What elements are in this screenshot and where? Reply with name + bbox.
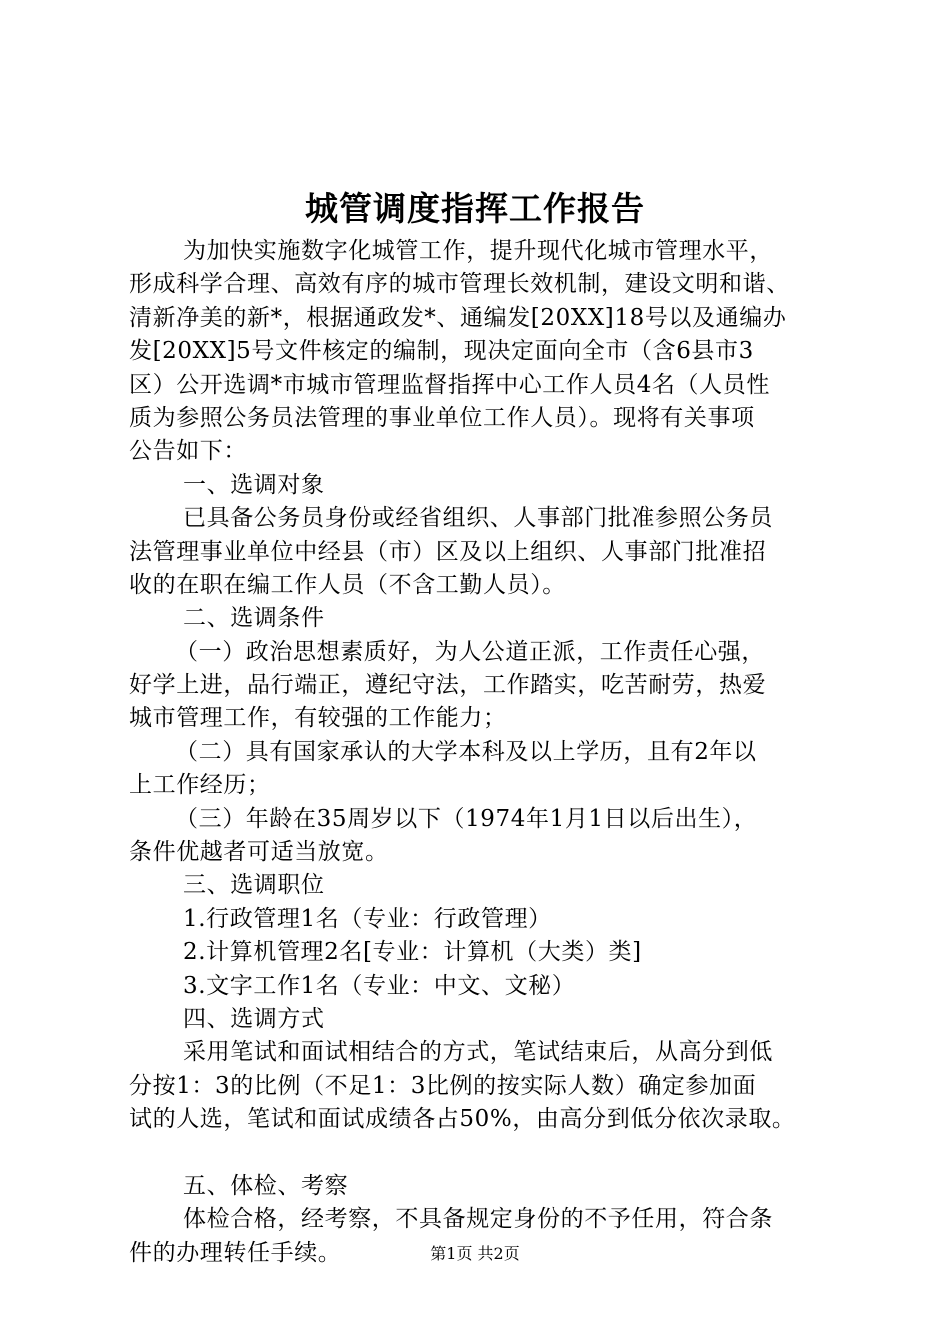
paragraph-line: 形成科学合理、高效有序的城市管理长效机制，建设文明和谐、: [129, 271, 790, 298]
paragraph-line: 法管理事业单位中经县（市）区及以上组织、人事部门批准招: [129, 538, 767, 565]
section-heading: 三、选调职位: [183, 872, 325, 899]
section-heading: 四、选调方式: [183, 1005, 325, 1032]
paragraph-line: 条件优越者可适当放宽。: [129, 839, 389, 866]
paragraph-line: 体检合格，经考察，不具备规定身份的不予任用，符合条: [183, 1206, 773, 1233]
list-item: 2.计算机管理2名[专业：计算机（大类）类]: [183, 939, 642, 966]
list-item: 1.行政管理1名（专业：行政管理）: [183, 905, 552, 932]
paragraph-line: 公告如下：: [129, 438, 247, 465]
paragraph-line: 上工作经历；: [129, 772, 271, 799]
document-title: 城管调度指挥工作报告: [305, 189, 645, 228]
paragraph-line: 已具备公务员身份或经省组织、人事部门批准参照公务员: [183, 505, 773, 532]
paragraph-line: 区）公开选调*市城市管理监督指挥中心工作人员4名（人员性: [129, 371, 770, 398]
paragraph-line: 发[20XX]5号文件核定的编制，现决定面向全市（含6县市3: [129, 338, 754, 365]
list-item: 3.文字工作1名（专业：中文、文秘）: [183, 972, 576, 999]
paragraph-line: 为加快实施数字化城管工作，提升现代化城市管理水平，: [183, 238, 773, 264]
paragraph-line: 采用笔试和面试相结合的方式，笔试结束后，从高分到低: [183, 1039, 773, 1066]
paragraph-line: （二）具有国家承认的大学本科及以上学历，且有2年以: [175, 738, 757, 765]
paragraph-line: 质为参照公务员法管理的事业单位工作人员）。现将有关事项: [129, 404, 755, 431]
paragraph-line: 试的人选，笔试和面试成绩各占50%，由高分到低分依次录取。: [129, 1106, 796, 1133]
paragraph-line: 城市管理工作，有较强的工作能力；: [129, 705, 507, 732]
paragraph-line: 好学上进，品行端正，遵纪守法，工作踏实，吃苦耐劳，热爱: [129, 672, 767, 699]
paragraph-line: 收的在职在编工作人员（不含工勤人员）。: [129, 571, 566, 598]
paragraph-line: 件的办理转任手续。: [129, 1239, 342, 1266]
blank-line: [129, 1137, 859, 1170]
document-body: [129, 235, 859, 1270]
section-heading: 一、选调对象: [183, 471, 325, 498]
paragraph-line: （三）年龄在35周岁以下（1974年1月1日以后出生），: [175, 805, 758, 832]
paragraph-line: （一）政治思想素质好，为人公道正派，工作责任心强，: [175, 638, 765, 665]
page-footer: 第1页 共2页: [430, 1244, 520, 1263]
paragraph-line: 清新净美的新*，根据通政发*、通编发[20XX]18号以及通编办: [129, 304, 787, 331]
section-heading: 二、选调条件: [183, 605, 325, 632]
section-heading: 五、体检、考察: [183, 1172, 349, 1199]
paragraph-line: 分按1：3的比例（不足1：3比例的按实际人数）确定参加面: [129, 1072, 757, 1099]
